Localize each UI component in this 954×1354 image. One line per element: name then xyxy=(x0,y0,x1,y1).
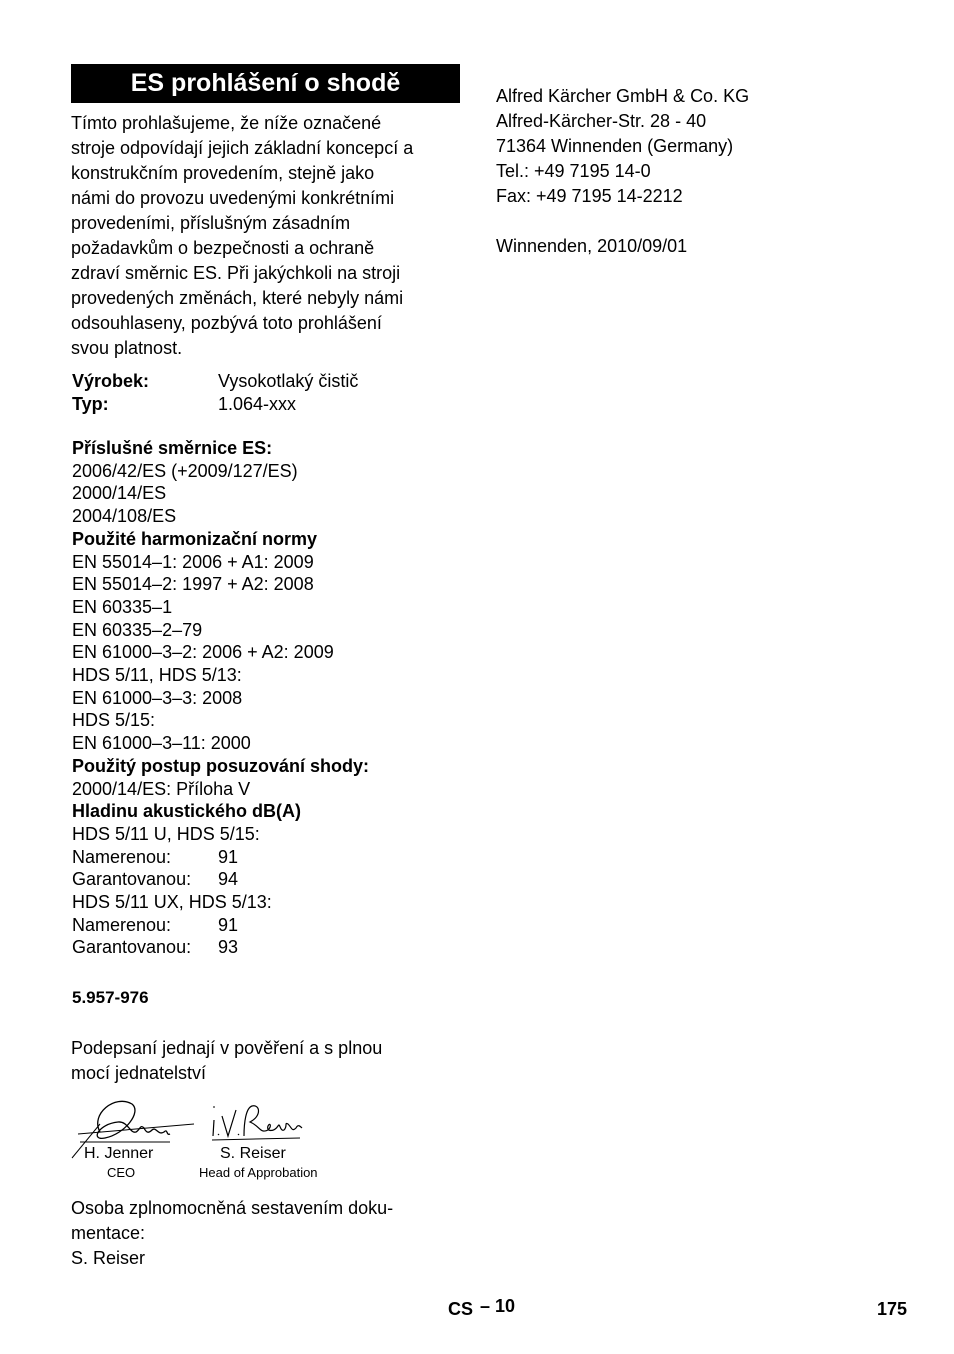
type-row xyxy=(72,393,358,416)
intro-line: Tímto prohlašujeme, že níže označené xyxy=(71,113,382,133)
intro-line: konstrukčním provedením, stejně jako xyxy=(71,163,375,183)
authorized-person xyxy=(71,1196,393,1271)
company-line: Fax: +49 7195 14-2212 xyxy=(496,186,683,206)
product-info xyxy=(72,370,358,416)
company-line: 71364 Winnenden (Germany) xyxy=(496,136,734,156)
noise-value: 94 xyxy=(218,869,239,890)
noise-value: 91 xyxy=(218,914,239,935)
product-row xyxy=(72,370,358,393)
conformity-details xyxy=(72,437,472,959)
intro-line: odsouhlaseny, pozbývá toto prohlášení xyxy=(71,313,382,333)
company-line: Alfred-Kärcher-Str. 28 - 40 xyxy=(496,111,707,131)
signer-jenner-name: H. Jenner xyxy=(84,1145,154,1162)
noise-label: Namerenou: xyxy=(72,914,172,935)
intro-line: stroje odpovídají jejich základní koncepcí a xyxy=(71,138,414,158)
noise-row xyxy=(72,914,472,937)
noise-group-2-values xyxy=(72,914,472,959)
signatories-note xyxy=(71,1036,382,1086)
product-value: Vysokotlaký čistič xyxy=(218,371,359,391)
noise-row xyxy=(72,936,472,959)
page-number: 175 xyxy=(877,1299,908,1319)
authorized-line: mentace: xyxy=(71,1223,146,1243)
procedure-heading: Použitý postup posuzování shody: xyxy=(72,755,369,776)
norm-item: EN 55014–1: 2006 + A1: 2009 xyxy=(72,551,314,572)
directive-item: 2004/108/ES xyxy=(72,506,177,527)
norm-item: EN 60335–2–79 xyxy=(72,619,203,640)
directive-item: 2000/14/ES xyxy=(72,483,167,504)
norm-item: HDS 5/15: xyxy=(72,710,156,731)
intro-line: námi do provozu uvedenými konkrétními xyxy=(71,188,395,208)
signer-reiser-role: Head of Approbation xyxy=(199,1165,318,1180)
intro-line: provedených změnách, které nebyly námi xyxy=(71,288,404,308)
directives-heading: Příslušné směrnice ES: xyxy=(72,438,273,458)
noise-group-1-values xyxy=(72,846,472,891)
noise-label: Namerenou: xyxy=(72,846,172,867)
intro-line: svou platnost. xyxy=(71,338,183,358)
page-title: ES prohlášení o shodě xyxy=(71,64,460,103)
directive-item: 2006/42/ES (+2009/127/ES) xyxy=(72,460,298,481)
noise-row xyxy=(72,868,472,891)
norm-item: EN 61000–3–11: 2000 xyxy=(72,733,251,754)
noise-label: Garantovanou: xyxy=(72,869,192,890)
document-number: 5.957-976 xyxy=(72,988,149,1007)
intro-line: zdraví směrnic ES. Při jakýchkoli na stroji xyxy=(71,263,401,283)
norm-item: EN 61000–3–3: 2008 xyxy=(72,687,243,708)
footer-section-page: – 10 xyxy=(480,1296,516,1316)
signer-jenner-role: CEO xyxy=(107,1165,136,1180)
intro-paragraph xyxy=(71,111,466,361)
company-line: Tel.: +49 7195 14-0 xyxy=(496,161,651,181)
noise-group-2: HDS 5/11 UX, HDS 5/13: xyxy=(72,892,272,913)
norm-item: EN 61000–3–2: 2006 + A2: 2009 xyxy=(72,642,334,663)
footer-language: CS xyxy=(448,1299,474,1319)
noise-value: 93 xyxy=(218,937,239,958)
procedure-value: 2000/14/ES: Příloha V xyxy=(72,778,251,799)
norm-item: EN 60335–1 xyxy=(72,596,173,617)
note-line: Podepsaní jednají v pověření a s plnou xyxy=(71,1038,383,1058)
place-date: Winnenden, 2010/09/01 xyxy=(496,236,688,256)
noise-value: 91 xyxy=(218,846,239,867)
authorized-line: S. Reiser xyxy=(71,1248,146,1268)
signer-reiser-name: S. Reiser xyxy=(220,1145,286,1162)
product-label: Výrobek: xyxy=(72,371,150,391)
intro-line: požadavkům o bezpečnosti a ochraně xyxy=(71,238,375,258)
noise-row xyxy=(72,846,472,869)
intro-line: provedeními, příslušným zásadním xyxy=(71,213,351,233)
norm-item: EN 55014–2: 1997 + A2: 2008 xyxy=(72,574,314,595)
company-line: Alfred Kärcher GmbH & Co. KG xyxy=(496,86,750,106)
norm-item: HDS 5/11, HDS 5/13: xyxy=(72,665,242,686)
noise-group-1: HDS 5/11 U, HDS 5/15: xyxy=(72,823,260,844)
authorized-line: Osoba zplnomocněná sestavením doku- xyxy=(71,1198,394,1218)
company-address xyxy=(496,84,749,209)
norms-heading: Použité harmonizační normy xyxy=(72,528,318,549)
signature-reiser-image xyxy=(208,1100,308,1146)
noise-label: Garantovanou: xyxy=(72,937,192,958)
note-line: mocí jednatelství xyxy=(71,1063,207,1083)
type-value: 1.064-xxx xyxy=(218,394,297,414)
noise-heading: Hladinu akustického dB(A) xyxy=(72,801,302,822)
type-label: Typ: xyxy=(72,394,109,414)
